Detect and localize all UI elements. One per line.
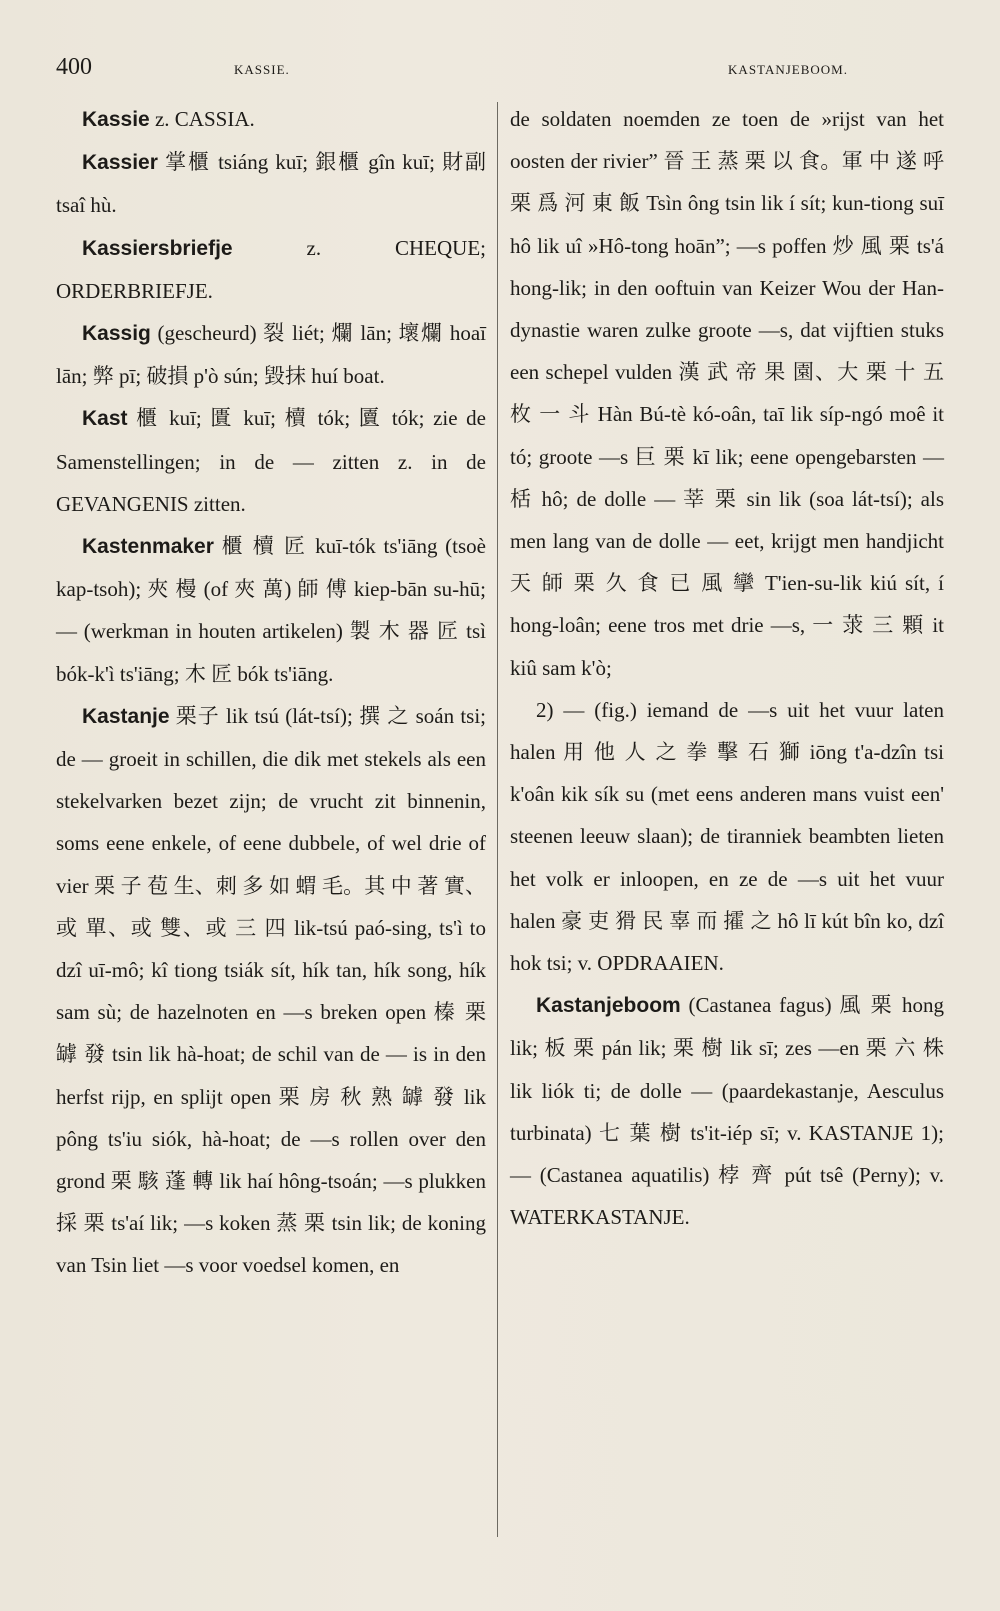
- entry-text: 櫃 櫝 匠 kuī-tók ts'iāng (tsoè kap-tsoh); 夾 槾 (of 夾 萬) 師 傅 kiep-bān su-hū; — (werkman in houten artikelen) 製 木 器 匠 tsì bók-k'ì ts'iāng; 木 匠 bók ts'iāng.: [56, 534, 486, 686]
- left-column: [56, 98, 486, 1287]
- entry-text: 櫃 kuī; 匱 kuī; 櫝 tók; 匵 tók; zie de Samenstellingen; in de — zitten z. in de GEVANGENIS zitten.: [56, 406, 486, 516]
- running-head-right: KASTANJEBOOM.: [728, 62, 848, 77]
- dictionary-entry: [56, 312, 486, 397]
- dictionary-entry: [56, 397, 486, 525]
- running-head-left: KASSIE.: [234, 62, 290, 77]
- entry-text: 栗子 lik tsú (lát-tsí); 撰 之 soán tsi; de — groeit in schillen, die dik met stekels als een stekelvarken bezet zijn; de vrucht zit binnenin, soms eene enkele, of eene dubbele, of wel drie of vier 栗 子 苞 生、刺 多 如 蝟 毛。其 中 著 實、或 單、或 雙、或 三 四 lik-tsú paó-sing, ts'ì to dzî uī-mô; kî tiong tsiák sít, hík tan, hík song, hík sam sù; de hazelnoten en —s breken open 榛 栗 罅 發 tsin lik hà-hoat; de schil van de — is in den herfst rijp, en splijt open 栗 房 秋 熟 罅 發 lik pông ts'iu siók, hà-hoat; de —s rollen over den grond 栗 駭 蓬 轉 lik haí hông-tsoán; —s plukken 採 栗 ts'aí lik; —s koken 蒸 栗 tsin lik; de koning van Tsin liet —s voor voedsel komen, en: [56, 703, 486, 1278]
- entry-text: 2) — (fig.) iemand de —s uit het vuur laten halen 用 他 人 之 拳 擊 石 獅 iōng t'a-dzîn tsi k'oân kik sík su (met eens anderen mans vuist een' steenen leeuw slaan); de tiranniek beambten lieten het volk er inloopen, en ze de —s uit het vuur halen 豪 吏 猾 民 辜 而 攉 之 hô lī kút bîn ko, dzî hok tsi; v. OPDRAAIEN.: [510, 697, 944, 976]
- right-column: [510, 98, 944, 1238]
- entry-headword: Kastanjeboom: [536, 994, 681, 1018]
- page-number: 400: [56, 54, 92, 80]
- entry-headword: Kast: [82, 407, 128, 431]
- dictionary-entry: [56, 695, 486, 1287]
- dictionary-entry: [56, 141, 486, 226]
- dictionary-entry: [56, 98, 486, 141]
- entry-headword: Kassie: [82, 108, 150, 131]
- entry-headword: Kassier: [82, 151, 158, 175]
- dictionary-entry-continuation: [510, 98, 944, 689]
- dictionary-entry: [510, 689, 944, 984]
- entry-text: z. CASSIA.: [154, 107, 255, 131]
- entry-headword: Kassig: [82, 322, 151, 346]
- entry-text: (Castanea fagus) 風 栗 hong lik; 板 栗 pán lik; 栗 樹 lik sī; zes —en 栗 六 株 lik liók ti; de dolle — (paardekastanje, Aesculus turbinata) 七 葉 樹 ts'it-iép sī; v. KASTANJE 1); — (Castanea aquatilis) 桲 齊 pút tsê (Perny); v. WATERKASTANJE.: [510, 993, 944, 1230]
- page-header: [56, 54, 940, 84]
- entry-text: de soldaten noemden ze toen de »rijst van het oosten der rivier” 晉 王 蒸 栗 以 食。軍 中 遂 呼 栗 爲 河 東 飯 Tsìn ông tsin lik í sít; kun-tiong suī hô lik uî »Hô-tong hoān”; —s poffen 炒 風 栗 ts'á hong-lik; in den ooftuin van Keizer Wou der Han-dynastie waren zulke groote —s, dat vijftien stuks een schepel vulden 漢 武 帝 果 園、大 栗 十 五 枚 一 斗 Hàn Bú-tè kó-oân, taī lik síp-ngó moê it tó; groote —s 巨 栗 kī lik; eene opengebarsten — 栝 hô; de dolle — 莘 栗 sin lik (soa lát-tsí); als men lang van de dolle — eet, krijgt men handjicht 天 師 栗 久 食 已 風 攣 T'ien-su-lik kiú sít, í hong-loân; eene tros met drie —s, 一 莍 三 顆 it kiû sam k'ò;: [510, 107, 944, 680]
- column-divider: [497, 102, 498, 1537]
- entry-headword: Kassiersbriefje: [82, 236, 233, 260]
- dictionary-entry: [510, 984, 944, 1238]
- entry-text: (gescheurd) 裂 liét; 爛 lān; 壞爛 hoaī lān; 弊 pī; 破損 p'ò sún; 毀抹 huí boat.: [56, 321, 486, 389]
- dictionary-entry: [56, 227, 486, 312]
- entry-text: z. CHEQUE; ORDERBRIEFJE.: [56, 235, 486, 303]
- entry-headword: Kastanje: [82, 704, 170, 728]
- entry-text: 掌櫃 tsiáng kuī; 銀櫃 gîn kuī; 財副 tsaî hù.: [56, 150, 486, 218]
- entry-headword: Kastenmaker: [82, 535, 214, 559]
- dictionary-entry: [56, 525, 486, 695]
